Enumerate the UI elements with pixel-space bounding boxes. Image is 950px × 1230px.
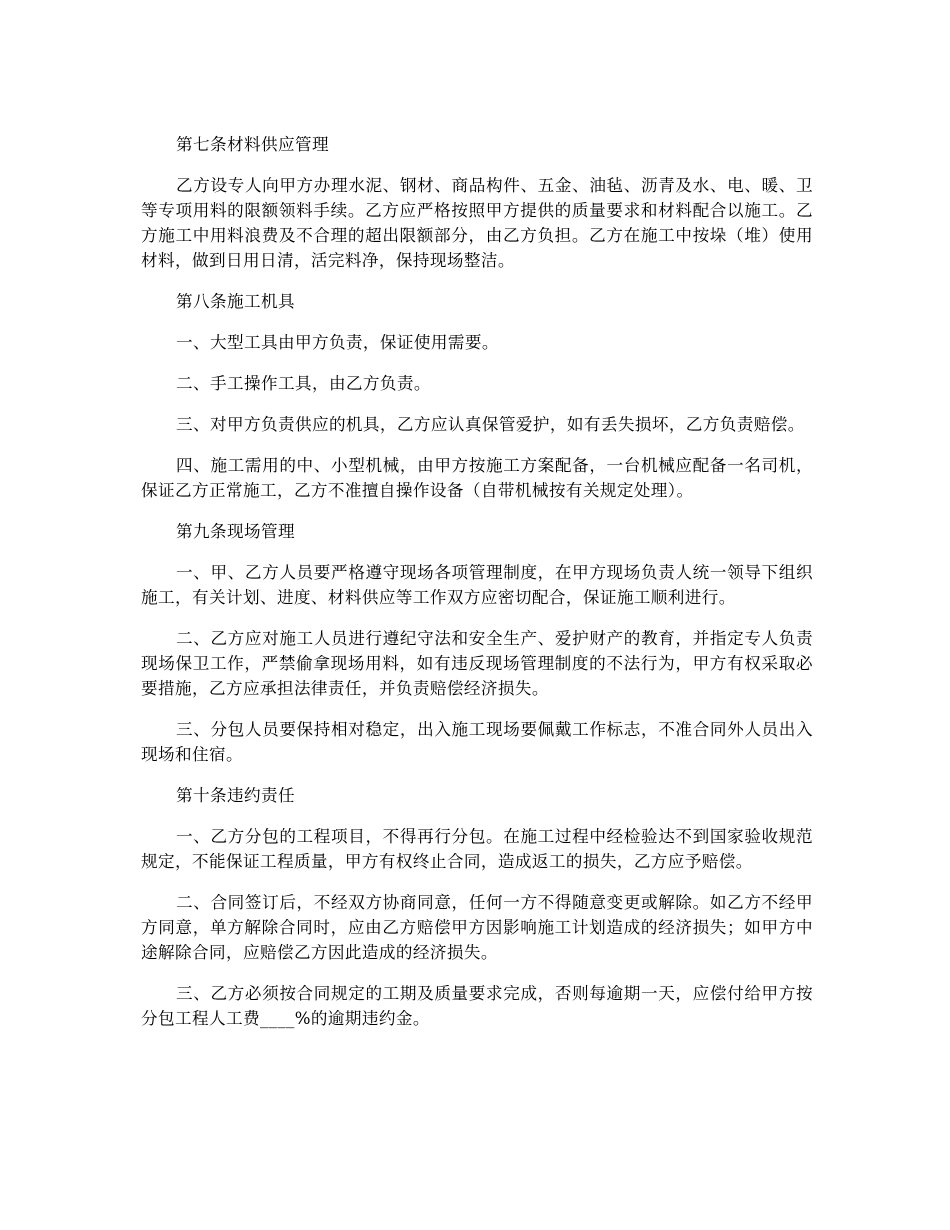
article-8-item-4: 四、施工需用的中、小型机械，由甲方按施工方案配备，一台机械应配备一名司机，保证乙方正常施工，乙方不准擅自操作设备（自带机械按有关规定处理）。	[141, 456, 813, 500]
article-8-title: 第八条施工机具	[176, 292, 295, 311]
article-9-item-2: 二、乙方应对施工人员进行遵纪守法和安全生产、爱护财产的教育，并指定专人负责现场保卫工作，严禁偷拿现场用料，如有违反现场管理制度的不法行为，甲方有权采取必要措施，乙方应承担法律责任，并负责赔偿经济损失。	[141, 629, 813, 698]
article-9-item-3: 三、分包人员要保持相对稳定，出入施工现场要佩戴工作标志，不准合同外人员出入现场和住宿。	[141, 720, 813, 764]
article-9-item-1: 一、甲、乙方人员要严格遵守现场各项管理制度，在甲方现场负责人统一领导下组织施工，有关计划、进度、材料供应等工作双方应密切配合，保证施工顺利进行。	[141, 563, 813, 607]
article-10-title: 第十条违约责任	[176, 786, 295, 805]
document-page	[141, 132, 813, 1047]
article-10-item-3: 三、乙方必须按合同规定的工期及质量要求完成，否则每逾期一天，应偿付给甲方按分包工程人工费____%的逾期违约金。	[141, 984, 813, 1028]
article-8-item-1: 一、大型工具由甲方负责，保证使用需要。	[176, 333, 499, 352]
article-10-item-2: 二、合同签订后，不经双方协商同意，任何一方不得随意变更或解除。如乙方不经甲方同意，单方解除合同时，应由乙方赔偿甲方因影响施工计划造成的经济损失；如甲方中途解除合同，应赔偿乙方因此造成的经济损失。	[141, 893, 813, 962]
article-8-item-3: 三、对甲方负责供应的机具，乙方应认真保管爱护，如有丢失损坏，乙方负责赔偿。	[176, 415, 805, 434]
article-7-paragraph: 乙方设专人向甲方办理水泥、钢材、商品构件、五金、油毡、沥青及水、电、暖、卫等专项用料的限额领料手续。乙方应严格按照甲方提供的质量要求和材料配合以施工。乙方施工中用料浪费及不合理的超出限额部分，由乙方负担。乙方在施工中按垛（堆）使用材料，做到日用日清，活完料净，保持现场整洁。	[141, 176, 813, 270]
article-7-title: 第七条材料供应管理	[176, 135, 329, 154]
article-8-item-2: 二、手工操作工具，由乙方负责。	[176, 374, 431, 393]
article-9-title: 第九条现场管理	[176, 522, 295, 541]
article-10-item-1: 一、乙方分包的工程项目，不得再行分包。在施工过程中经检验达不到国家验收规范规定，不能保证工程质量，甲方有权终止合同，造成返工的损失，乙方应予赔偿。	[141, 827, 813, 871]
